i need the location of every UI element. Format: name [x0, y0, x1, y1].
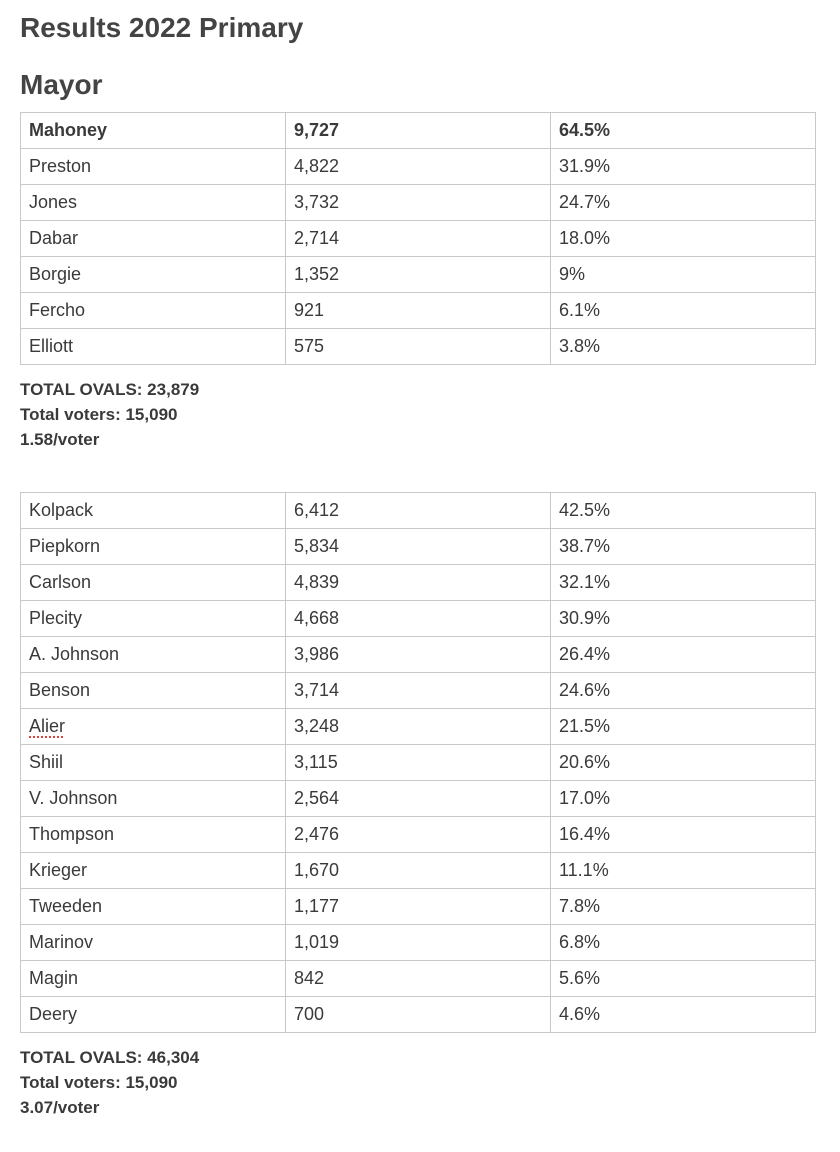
vote-percent: 42.5% — [559, 500, 611, 520]
vote-count: 575 — [294, 336, 325, 356]
vote-percent-cell — [551, 997, 816, 1033]
candidate-name: Kolpack — [29, 500, 94, 520]
vote-count-cell — [286, 853, 551, 889]
vote-percent-cell — [551, 961, 816, 997]
vote-percent: 6.8% — [559, 932, 601, 952]
candidate-name: A. Johnson — [29, 644, 120, 664]
vote-percent: 24.7% — [559, 192, 611, 212]
vote-count-cell — [286, 781, 551, 817]
candidate-name-cell — [21, 565, 286, 601]
council-results-table — [20, 492, 816, 1033]
vote-count-cell — [286, 113, 551, 149]
vote-percent: 3.8% — [559, 336, 601, 356]
table-row — [21, 853, 816, 889]
vote-percent-cell — [551, 637, 816, 673]
vote-percent-cell — [551, 709, 816, 745]
candidate-name: V. Johnson — [29, 788, 118, 808]
candidate-name-cell — [21, 257, 286, 293]
candidate-name-cell — [21, 925, 286, 961]
candidate-name: Alier — [29, 716, 66, 736]
vote-percent: 38.7% — [559, 536, 611, 556]
vote-count-cell — [286, 673, 551, 709]
vote-percent: 4.6% — [559, 1004, 601, 1024]
vote-count: 3,986 — [294, 644, 340, 664]
council-totals — [20, 1045, 815, 1120]
candidate-name: Deery — [29, 1004, 78, 1024]
table-row — [21, 925, 816, 961]
vote-count: 3,248 — [294, 716, 340, 736]
table-row — [21, 745, 816, 781]
vote-percent-cell — [551, 673, 816, 709]
table-row — [21, 817, 816, 853]
vote-count-cell — [286, 637, 551, 673]
vote-percent-cell — [551, 529, 816, 565]
candidate-name: Benson — [29, 680, 91, 700]
page-title: Results 2022 Primary — [20, 12, 304, 43]
results-page — [20, 10, 815, 1120]
candidate-name: Thompson — [29, 824, 115, 844]
vote-count-cell — [286, 293, 551, 329]
vote-percent: 9% — [559, 264, 586, 284]
candidate-name-cell — [21, 221, 286, 257]
candidate-name-cell — [21, 853, 286, 889]
table-row — [21, 529, 816, 565]
candidate-name: Marinov — [29, 932, 94, 952]
candidate-name-cell — [21, 113, 286, 149]
candidate-name: Carlson — [29, 572, 92, 592]
vote-percent-cell — [551, 185, 816, 221]
candidate-name-cell — [21, 493, 286, 529]
table-row — [21, 709, 816, 745]
vote-percent-cell — [551, 493, 816, 529]
vote-count: 1,352 — [294, 264, 340, 284]
vote-percent: 17.0% — [559, 788, 611, 808]
vote-percent: 16.4% — [559, 824, 611, 844]
vote-count: 3,714 — [294, 680, 340, 700]
vote-count-cell — [286, 257, 551, 293]
candidate-name-cell — [21, 529, 286, 565]
vote-count-cell — [286, 997, 551, 1033]
candidate-name: Shiil — [29, 752, 64, 772]
vote-percent: 26.4% — [559, 644, 611, 664]
table-row — [21, 329, 816, 365]
vote-percent-cell — [551, 221, 816, 257]
table-row — [21, 601, 816, 637]
vote-count: 4,839 — [294, 572, 340, 592]
vote-percent-cell — [551, 817, 816, 853]
table-row — [21, 149, 816, 185]
vote-count: 1,670 — [294, 860, 340, 880]
vote-count: 3,732 — [294, 192, 340, 212]
vote-count: 842 — [294, 968, 325, 988]
table-row — [21, 961, 816, 997]
vote-count: 921 — [294, 300, 325, 320]
table-row — [21, 113, 816, 149]
mayor-results-body — [21, 113, 816, 365]
mayor-results-table — [20, 112, 816, 365]
candidate-name: Magin — [29, 968, 79, 988]
candidate-name-cell — [21, 745, 286, 781]
mayor-total-voters: Total voters: 15,090 — [20, 405, 178, 424]
vote-count-cell — [286, 925, 551, 961]
vote-count-cell — [286, 745, 551, 781]
table-row — [21, 221, 816, 257]
candidate-name-cell — [21, 961, 286, 997]
vote-percent-cell — [551, 781, 816, 817]
council-total-ovals: TOTAL OVALS: 46,304 — [20, 1048, 200, 1067]
vote-percent: 64.5% — [559, 120, 611, 140]
mayor-heading: Mayor — [20, 69, 103, 100]
vote-count: 5,834 — [294, 536, 340, 556]
vote-count: 2,714 — [294, 228, 340, 248]
candidate-name: Tweeden — [29, 896, 103, 916]
table-row — [21, 565, 816, 601]
candidate-name-cell — [21, 889, 286, 925]
vote-percent-cell — [551, 889, 816, 925]
vote-percent: 31.9% — [559, 156, 611, 176]
vote-count: 2,476 — [294, 824, 340, 844]
vote-percent: 5.6% — [559, 968, 601, 988]
candidate-name-cell — [21, 997, 286, 1033]
vote-count-cell — [286, 565, 551, 601]
table-row — [21, 673, 816, 709]
vote-count: 1,019 — [294, 932, 340, 952]
table-row — [21, 781, 816, 817]
vote-percent-cell — [551, 565, 816, 601]
vote-count: 3,115 — [294, 752, 338, 772]
candidate-name-cell — [21, 149, 286, 185]
candidate-name-cell — [21, 781, 286, 817]
vote-percent: 11.1% — [559, 860, 609, 880]
candidate-name: Jones — [29, 192, 78, 212]
vote-count: 1,177 — [294, 896, 340, 916]
vote-count-cell — [286, 961, 551, 997]
vote-percent: 32.1% — [559, 572, 611, 592]
vote-percent-cell — [551, 113, 816, 149]
candidate-name: Elliott — [29, 336, 74, 356]
candidate-name-cell — [21, 709, 286, 745]
vote-count: 700 — [294, 1004, 325, 1024]
mayor-total-ovals: TOTAL OVALS: 23,879 — [20, 380, 200, 399]
table-row — [21, 997, 816, 1033]
vote-percent-cell — [551, 149, 816, 185]
council-results-body — [21, 493, 816, 1033]
candidate-name: Mahoney — [29, 120, 108, 140]
vote-count: 6,412 — [294, 500, 340, 520]
vote-count: 4,668 — [294, 608, 340, 628]
vote-percent-cell — [551, 745, 816, 781]
vote-count-cell — [286, 601, 551, 637]
vote-percent: 7.8% — [559, 896, 601, 916]
table-row — [21, 257, 816, 293]
vote-percent-cell — [551, 329, 816, 365]
candidate-name: Fercho — [29, 300, 86, 320]
vote-percent-cell — [551, 293, 816, 329]
candidate-name-cell — [21, 637, 286, 673]
vote-count: 9,727 — [294, 120, 340, 140]
vote-percent-cell — [551, 257, 816, 293]
vote-count-cell — [286, 185, 551, 221]
vote-percent-cell — [551, 853, 816, 889]
candidate-name: Dabar — [29, 228, 79, 248]
vote-count: 4,822 — [294, 156, 340, 176]
council-total-voters: Total voters: 15,090 — [20, 1073, 178, 1092]
vote-percent: 21.5% — [559, 716, 611, 736]
table-row — [21, 637, 816, 673]
vote-percent: 18.0% — [559, 228, 611, 248]
table-row — [21, 185, 816, 221]
vote-count-cell — [286, 149, 551, 185]
vote-count-cell — [286, 221, 551, 257]
vote-count-cell — [286, 329, 551, 365]
vote-count-cell — [286, 529, 551, 565]
vote-percent: 24.6% — [559, 680, 611, 700]
vote-percent-cell — [551, 601, 816, 637]
vote-count-cell — [286, 817, 551, 853]
table-row — [21, 293, 816, 329]
vote-percent-cell — [551, 925, 816, 961]
candidate-name-cell — [21, 601, 286, 637]
mayor-totals — [20, 377, 815, 452]
vote-count-cell — [286, 709, 551, 745]
mayor-per-voter: 1.58/voter — [20, 430, 100, 449]
vote-percent: 30.9% — [559, 608, 611, 628]
vote-count-cell — [286, 493, 551, 529]
vote-percent: 20.6% — [559, 752, 611, 772]
candidate-name-cell — [21, 329, 286, 365]
candidate-name: Borgie — [29, 264, 82, 284]
vote-percent: 6.1% — [559, 300, 601, 320]
council-per-voter: 3.07/voter — [20, 1098, 100, 1117]
vote-count-cell — [286, 889, 551, 925]
table-row — [21, 889, 816, 925]
candidate-name: Plecity — [29, 608, 83, 628]
table-row — [21, 493, 816, 529]
candidate-name-cell — [21, 673, 286, 709]
candidate-name-cell — [21, 293, 286, 329]
candidate-name-cell — [21, 817, 286, 853]
candidate-name: Preston — [29, 156, 92, 176]
vote-count: 2,564 — [294, 788, 340, 808]
candidate-name: Krieger — [29, 860, 88, 880]
candidate-name-cell — [21, 185, 286, 221]
candidate-name: Piepkorn — [29, 536, 101, 556]
